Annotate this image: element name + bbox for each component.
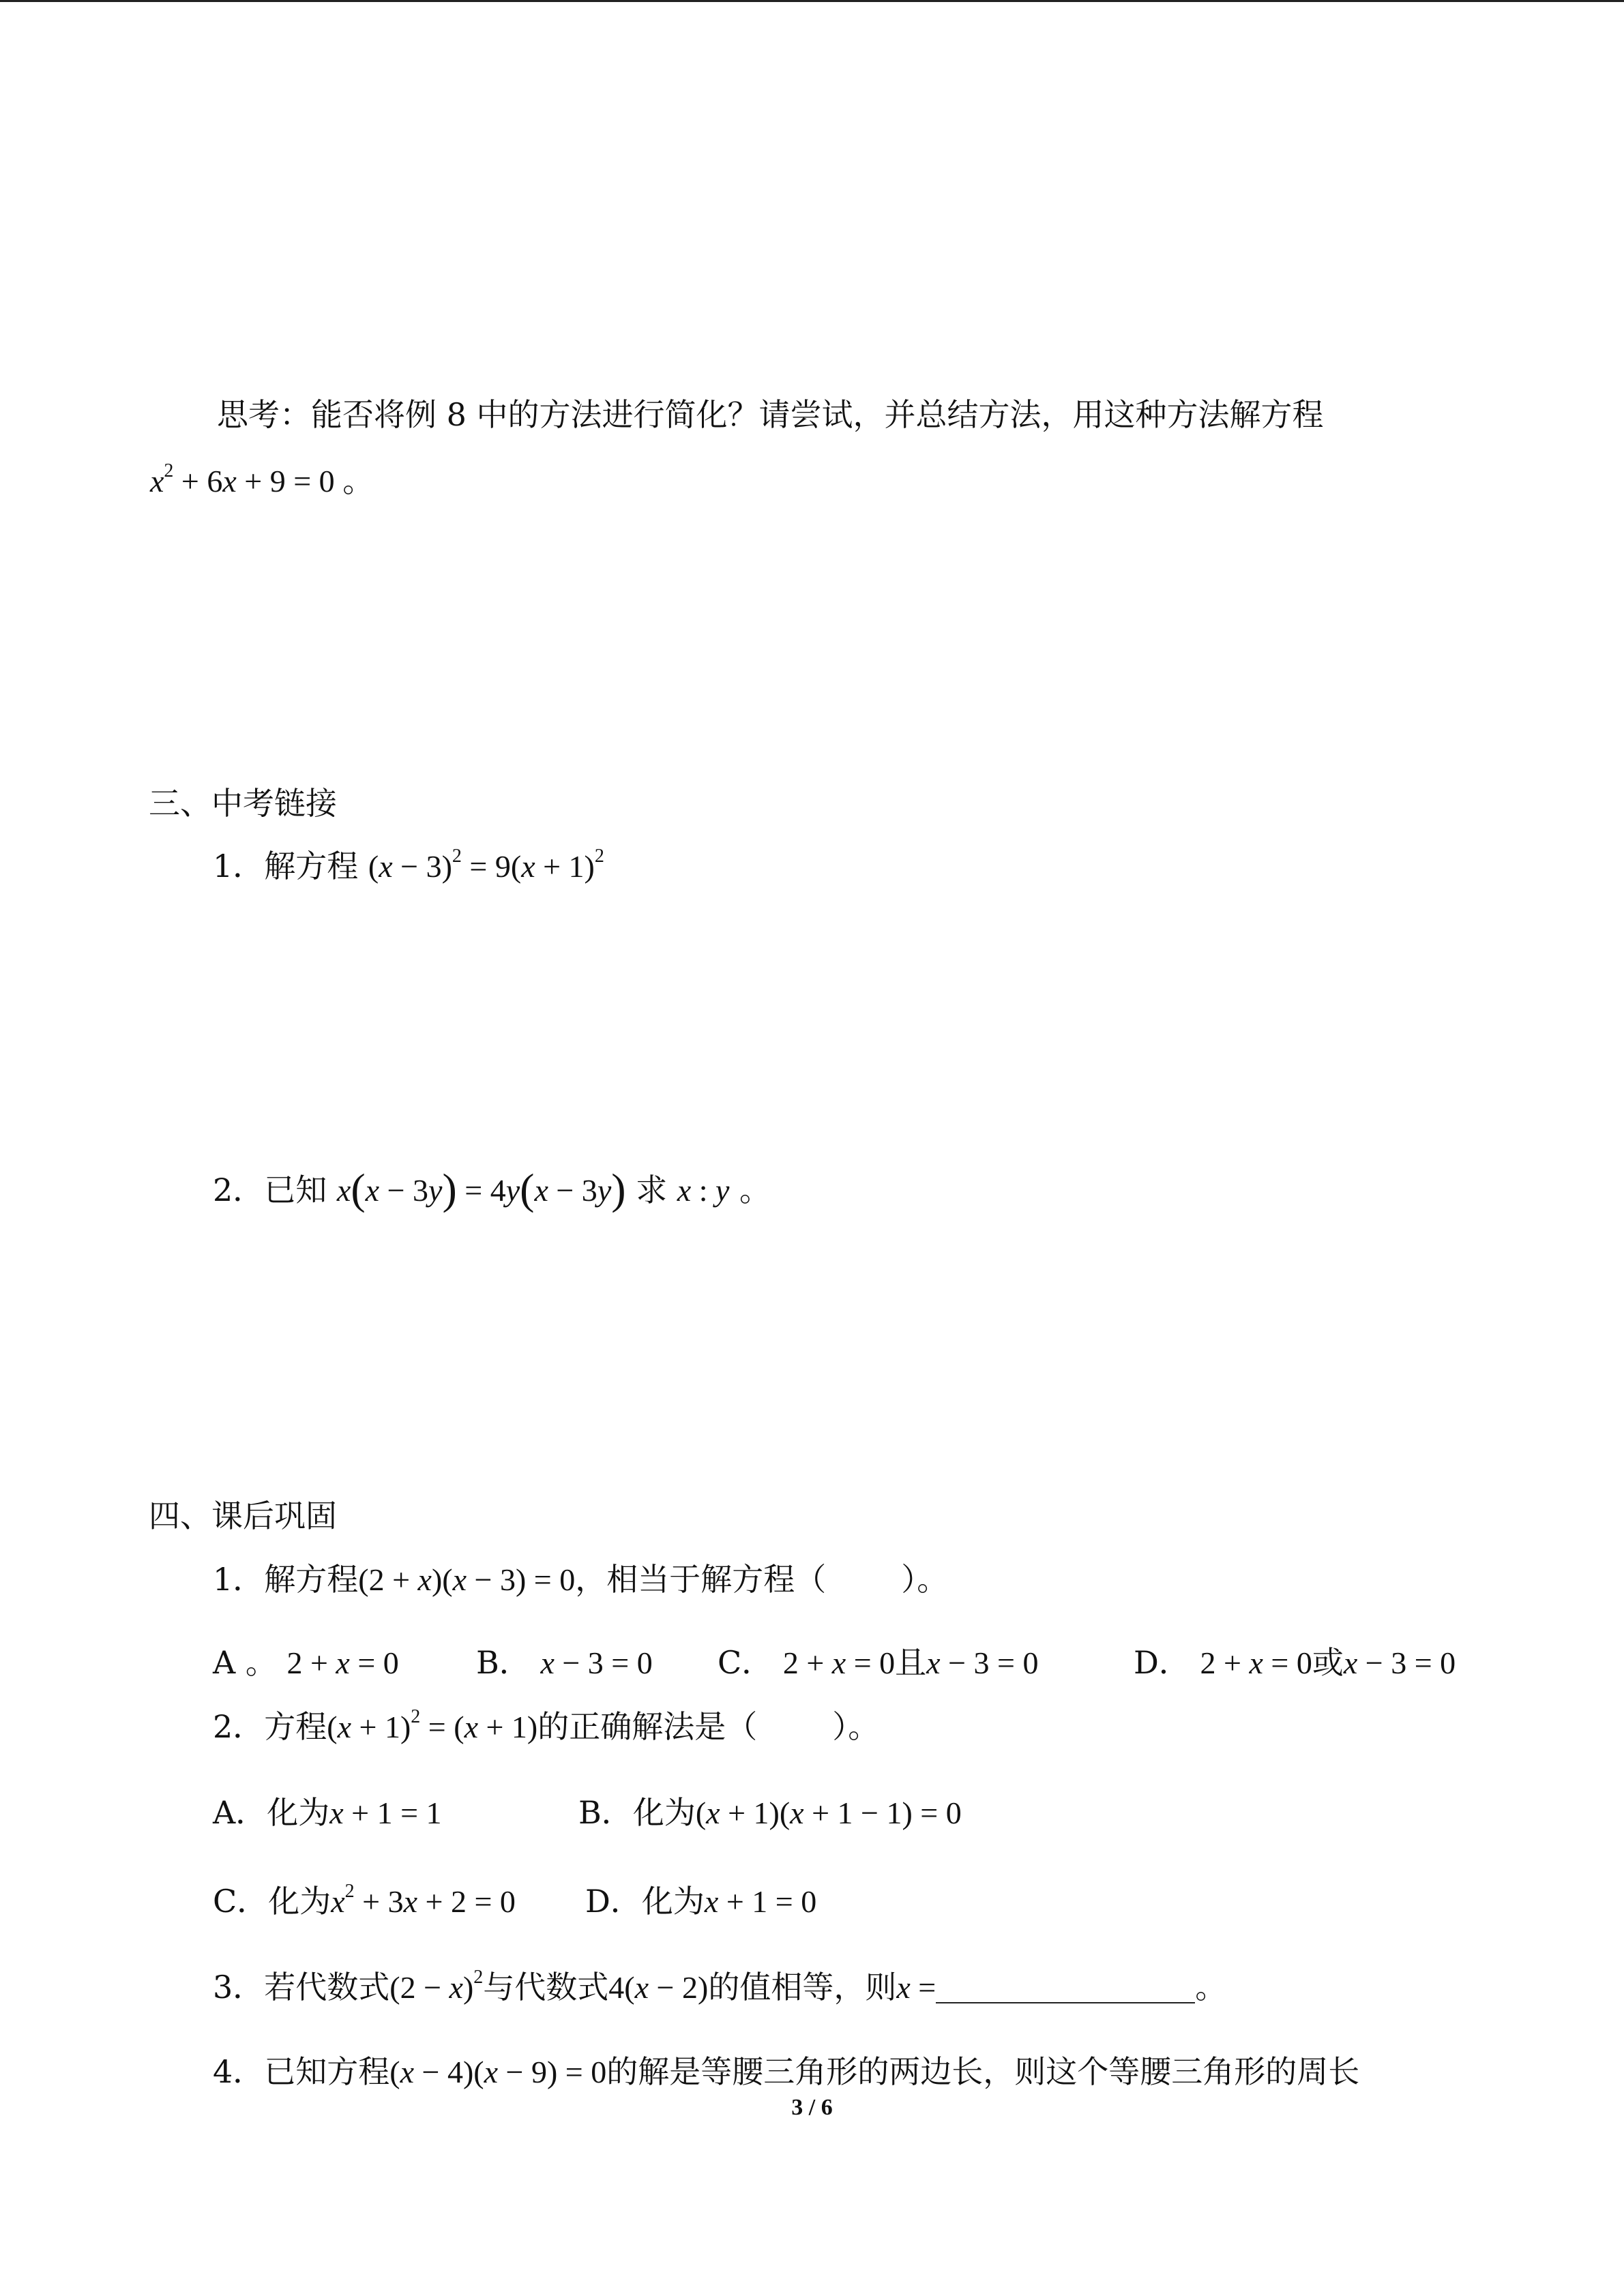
s4q1-a-equation: 2 + x = 0 <box>286 1645 399 1680</box>
s4q3-text3: 的值相等，则 <box>708 1969 897 2006</box>
s4q1-c-join: 且 <box>895 1644 927 1681</box>
s4q2-a-text: 化为 <box>267 1794 330 1831</box>
s4q3-x-equals: x = <box>896 1970 936 2005</box>
s4q2-d-text: 化为 <box>641 1883 705 1920</box>
s4q2-b-label: B． <box>578 1794 633 1831</box>
think-prompt-text: 思考：能否将例 8 中的方法进行简化？请尝试，并总结方法，用这种方法解方程 <box>217 396 1324 433</box>
s4q1-close: ）。 <box>901 1561 949 1598</box>
think-prompt <box>217 394 1324 435</box>
s4q1-d-join: 或 <box>1312 1644 1344 1681</box>
s4q3-end: 。 <box>1195 1969 1227 2006</box>
s4q2-d-label: D． <box>585 1883 642 1920</box>
s4q2-close: ）。 <box>832 1708 880 1745</box>
section4-question-4 <box>213 2051 1359 2093</box>
s4q1-suffix: ，相当于解方程（ <box>575 1561 827 1598</box>
s3q2-ask: 求 <box>636 1172 668 1208</box>
s4q2-number: 2． <box>213 1708 265 1745</box>
s4q2-equation: $(x + 1)^2 = (x + 1)$ <box>327 1706 538 1744</box>
s4q2-a-equation: x + 1 = 1 <box>329 1795 442 1830</box>
s4q1-option-b <box>476 1642 653 1684</box>
s4q4-equation: (x − 4)(x − 9) = 0 <box>389 2055 607 2089</box>
s4q1-d-equation-1: 2 + x = 0 <box>1200 1645 1312 1680</box>
s4q3-text1: 若代数式 <box>264 1969 390 2006</box>
s4q2-d-equation: x + 1 = 0 <box>704 1884 817 1919</box>
s4q3-expr-2: 4(x − 2) <box>608 1970 709 2005</box>
s4q2-b-equation: (x + 1)(x + 1 − 1) = 0 <box>695 1795 962 1830</box>
s4q3-text2: 与代数式 <box>483 1969 609 2006</box>
s4q1-option-c <box>718 1642 1038 1684</box>
s4q3-expr-1: $(2 - x)^2$ <box>389 1967 484 2005</box>
s4q1-a-label: A 。 <box>213 1644 277 1681</box>
s4q1-c-label: C． <box>718 1644 773 1681</box>
s4q1-number: 1． <box>213 1561 265 1598</box>
s4q2-b-text: 化为 <box>632 1794 696 1831</box>
s4q1-equation: (2 + x)(x − 3) = 0 <box>358 1562 576 1597</box>
s4q1-b-label: B． <box>476 1644 531 1681</box>
s3q1-text: 解方程 <box>264 848 359 884</box>
section4-question-3 <box>213 1967 1226 2008</box>
s4q2-text: 方程 <box>264 1708 327 1745</box>
s3q1-number: 1． <box>213 848 265 884</box>
s4q1-c-equation-1: 2 + x = 0 <box>782 1645 896 1680</box>
s4q1-d-label: D． <box>1134 1644 1190 1681</box>
s3q2-ratio: x : y <box>677 1173 730 1208</box>
page-number: 3 / 6 <box>791 2095 833 2120</box>
think-equation: $x^2 + 6x + 9 = 0$ 。 <box>150 460 374 498</box>
s4q2-c-equation: $x^2 + 3x + 2 = 0$ <box>331 1881 516 1919</box>
s3q2-equation: x(x − 3y) = 4y(x − 3y) <box>336 1165 626 1213</box>
s3q2-end: 。 <box>739 1172 771 1208</box>
s4q2-c-label: C． <box>213 1883 269 1920</box>
section4-question-1 <box>213 1559 948 1600</box>
s4q3-number: 3． <box>213 1969 265 2006</box>
think-end-mark: 。 <box>342 464 374 498</box>
s4q1-text: 解方程 <box>264 1561 359 1598</box>
top-border <box>0 0 1624 2</box>
s4q1-c-equation-2: x − 3 = 0 <box>926 1645 1039 1680</box>
section4-heading: 四、课后巩固 <box>149 1497 337 1534</box>
s4q2-option-d <box>585 1881 816 1922</box>
s4q2-option-a <box>213 1792 442 1834</box>
s3q2-text: 已知 <box>264 1172 327 1208</box>
s4q2-c-text: 化为 <box>268 1883 331 1920</box>
s4q4-number: 4． <box>213 2053 265 2090</box>
s3q1-equation: $(x - 3)^2 = 9(x + 1)^2$ <box>368 846 604 884</box>
s4q1-option-d <box>1134 1642 1456 1684</box>
section3-question-2 <box>213 1165 771 1213</box>
s4q4-text2: 的解是等腰三角形的两边长，则这个等腰三角形的周长 <box>606 2053 1360 2090</box>
s4q1-d-equation-2: x − 3 = 0 <box>1343 1645 1456 1680</box>
s4q1-b-equation: x − 3 = 0 <box>540 1645 653 1680</box>
section3-heading: 三、中考链接 <box>149 785 337 822</box>
s4q1-option-a <box>213 1642 399 1684</box>
s4q3-answer-blank[interactable] <box>936 1972 1195 2003</box>
s4q2-a-label: A． <box>213 1794 267 1831</box>
s3q2-number: 2． <box>213 1172 265 1208</box>
s4q2-suffix: 的正确解法是（ <box>537 1708 758 1745</box>
s4q4-text1: 已知方程 <box>264 2053 390 2090</box>
s4q2-option-c <box>213 1881 516 1922</box>
section3-question-1 <box>213 846 604 887</box>
s4q2-option-b <box>578 1792 962 1834</box>
section4-question-2 <box>213 1706 879 1748</box>
